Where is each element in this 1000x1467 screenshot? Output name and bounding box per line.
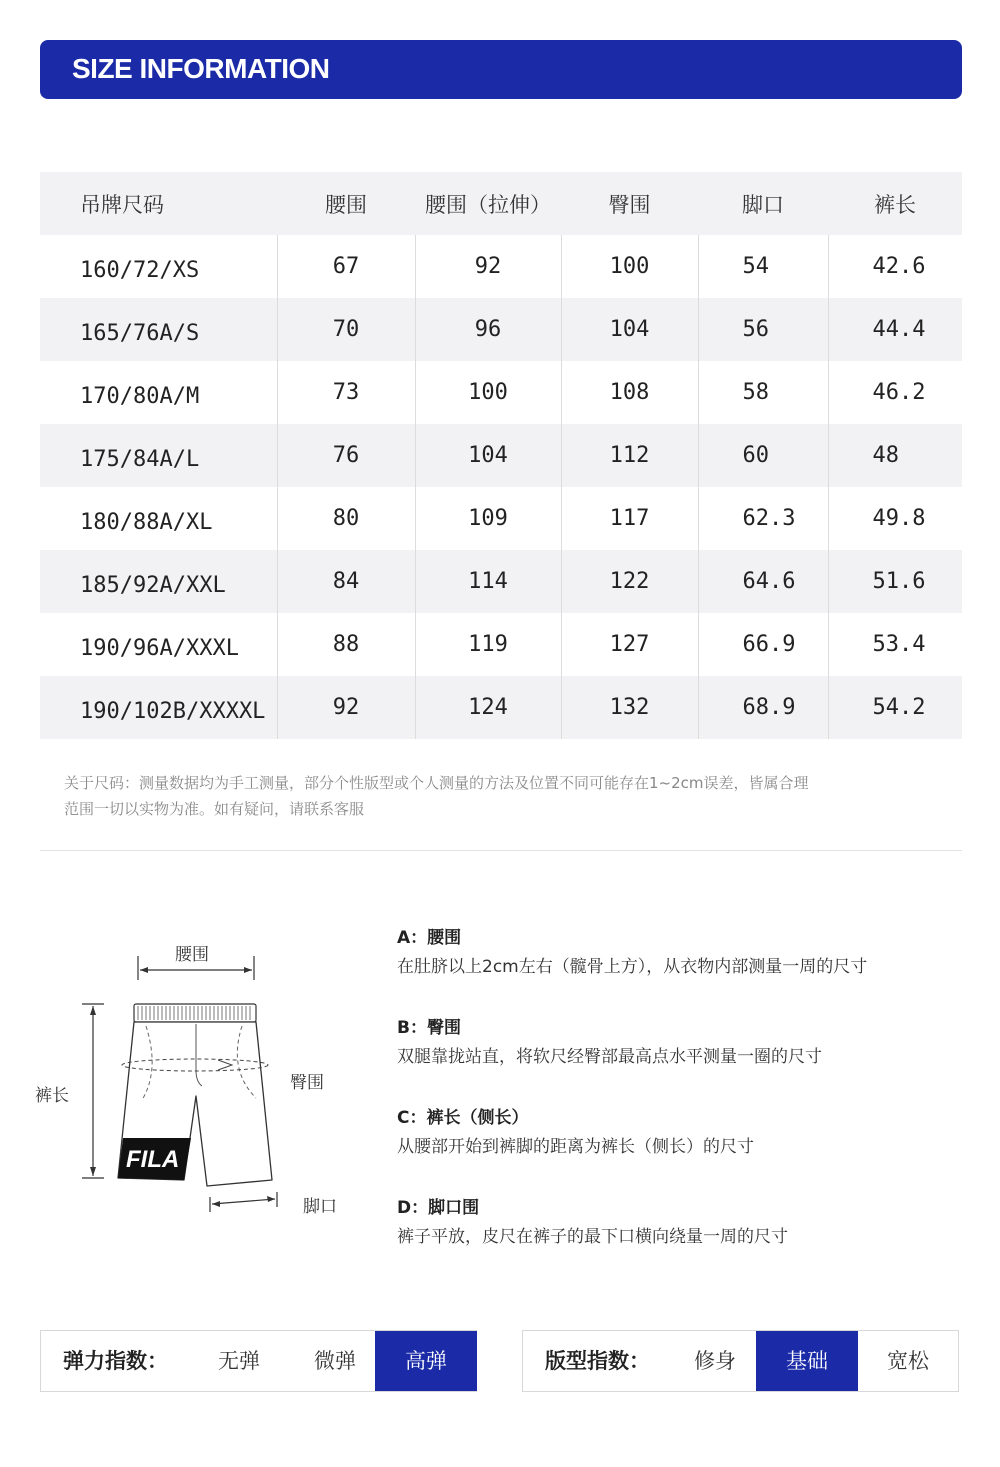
row-size-tag: 170/80A/M [80, 384, 200, 409]
row-waist: 84 [277, 550, 415, 613]
header-size-tag: 吊牌尺码 [40, 172, 277, 235]
table-row [40, 361, 962, 424]
elasticity-label: 弹力指数： [63, 1349, 168, 1373]
elasticity-option-none: 无弹 [218, 1349, 260, 1373]
desc-length [397, 1107, 977, 1158]
elasticity-index [40, 1330, 477, 1392]
table-row [40, 235, 962, 298]
row-waist: 70 [277, 298, 415, 361]
row-hip: 108 [561, 361, 698, 424]
fit-option-regular: 基础 [756, 1331, 858, 1391]
desc-waist-title: A：腰围 [397, 928, 462, 948]
desc-hem-text: 裤子平放，皮尺在裤子的最下口横向绕量一周的尺寸 [397, 1227, 788, 1247]
row-waist: 92 [277, 676, 415, 739]
row-hip: 127 [561, 613, 698, 676]
row-hem: 60 [698, 424, 828, 487]
row-waist: 73 [277, 361, 415, 424]
table-row [40, 487, 962, 550]
row-hip: 117 [561, 487, 698, 550]
fit-option-loose: 宽松 [887, 1349, 929, 1373]
fit-option-slim: 修身 [694, 1349, 736, 1373]
hem-label: 脚口 [303, 1197, 337, 1217]
size-table [40, 172, 962, 739]
row-waist-stretch: 109 [415, 487, 561, 550]
row-length: 53.4 [828, 613, 962, 676]
row-hem: 64.6 [698, 550, 828, 613]
row-size-tag: 190/96A/XXXL [80, 636, 239, 661]
size-note-line-2: 范围一切以实物为准。如有疑问，请联系客服 [64, 800, 365, 818]
row-hip: 104 [561, 298, 698, 361]
row-size-tag: 175/84A/L [40, 424, 277, 487]
row-hem: 66.9 [698, 613, 828, 676]
fit-label: 版型指数： [545, 1349, 650, 1373]
fila-logo: FILA [126, 1146, 180, 1173]
size-note-line-1: 关于尺码：测量数据均为手工测量，部分个性版型或个人测量的方法及位置不同可能存在1~2cm误差，皆属合理 [64, 774, 809, 792]
row-waist-stretch: 92 [415, 235, 561, 298]
row-waist-stretch: 114 [415, 550, 561, 613]
row-size-tag: 190/102B/XXXXL [40, 676, 277, 739]
desc-hem-title: D：脚口围 [397, 1198, 480, 1218]
desc-length-title: C：裤长（侧长） [397, 1108, 529, 1128]
row-waist-stretch: 96 [415, 298, 561, 361]
header-waist-stretch: 腰围（拉伸） [415, 172, 561, 235]
row-hem: 56 [698, 298, 828, 361]
row-length: 51.6 [828, 550, 962, 613]
table-row [40, 676, 962, 739]
row-length: 42.6 [828, 235, 962, 298]
row-hem: 54 [698, 235, 828, 298]
table-row [40, 613, 962, 676]
row-length: 46.2 [828, 361, 962, 424]
waist-label: 腰围 [175, 945, 209, 965]
desc-waist [397, 927, 977, 978]
row-hip: 132 [561, 676, 698, 739]
header-title: SIZE INFORMATION [72, 53, 330, 84]
elasticity-option-slight: 微弹 [314, 1349, 356, 1373]
header-bar [40, 40, 962, 99]
desc-hip-title: B：臀围 [397, 1018, 461, 1038]
row-waist-stretch: 119 [415, 613, 561, 676]
row-hem: 58 [698, 361, 828, 424]
row-size-tag: 180/88A/XL [80, 510, 213, 535]
desc-length-text: 从腰部开始到裤脚的距离为裤长（侧长）的尺寸 [397, 1137, 754, 1157]
fit-index [522, 1330, 959, 1392]
row-hip: 112 [561, 424, 698, 487]
header-hem: 脚口 [698, 172, 828, 235]
desc-waist-text: 在肚脐以上2cm左右（髋骨上方），从衣物内部测量一周的尺寸 [397, 957, 868, 977]
row-hem: 68.9 [698, 676, 828, 739]
size-note [64, 770, 964, 822]
header-waist: 腰围 [277, 172, 415, 235]
divider [40, 850, 962, 851]
row-waist-stretch: 124 [415, 676, 561, 739]
row-waist: 67 [277, 235, 415, 298]
header-hip: 臀围 [561, 172, 698, 235]
row-size-tag: 160/72/XS [80, 258, 200, 283]
row-hip: 100 [561, 235, 698, 298]
length-label: 裤长 [35, 1086, 69, 1106]
table-row [40, 550, 962, 613]
row-length: 44.4 [828, 298, 962, 361]
row-hip: 122 [561, 550, 698, 613]
row-hem: 62.3 [698, 487, 828, 550]
row-waist-stretch: 104 [415, 424, 561, 487]
desc-hip [397, 1017, 977, 1068]
hip-label: 臀围 [290, 1073, 324, 1093]
desc-hip-text: 双腿靠拢站直，将软尺经臀部最高点水平测量一圈的尺寸 [397, 1047, 822, 1067]
row-size-tag: 165/76A/S [40, 298, 277, 361]
desc-hem [397, 1197, 977, 1248]
row-waist-stretch: 100 [415, 361, 561, 424]
elasticity-option-high: 高弹 [375, 1331, 477, 1391]
shorts-illustration [20, 920, 380, 1220]
row-waist: 88 [277, 613, 415, 676]
row-length: 48 [828, 424, 962, 487]
row-length: 49.8 [828, 487, 962, 550]
row-length: 54.2 [828, 676, 962, 739]
table-header-row [40, 172, 962, 235]
row-size-tag: 185/92A/XXL [40, 550, 277, 613]
table-row [40, 424, 962, 487]
table-row [40, 298, 962, 361]
shorts-diagram [20, 920, 380, 1220]
header-length: 裤长 [828, 172, 962, 235]
row-waist: 80 [277, 487, 415, 550]
row-waist: 76 [277, 424, 415, 487]
